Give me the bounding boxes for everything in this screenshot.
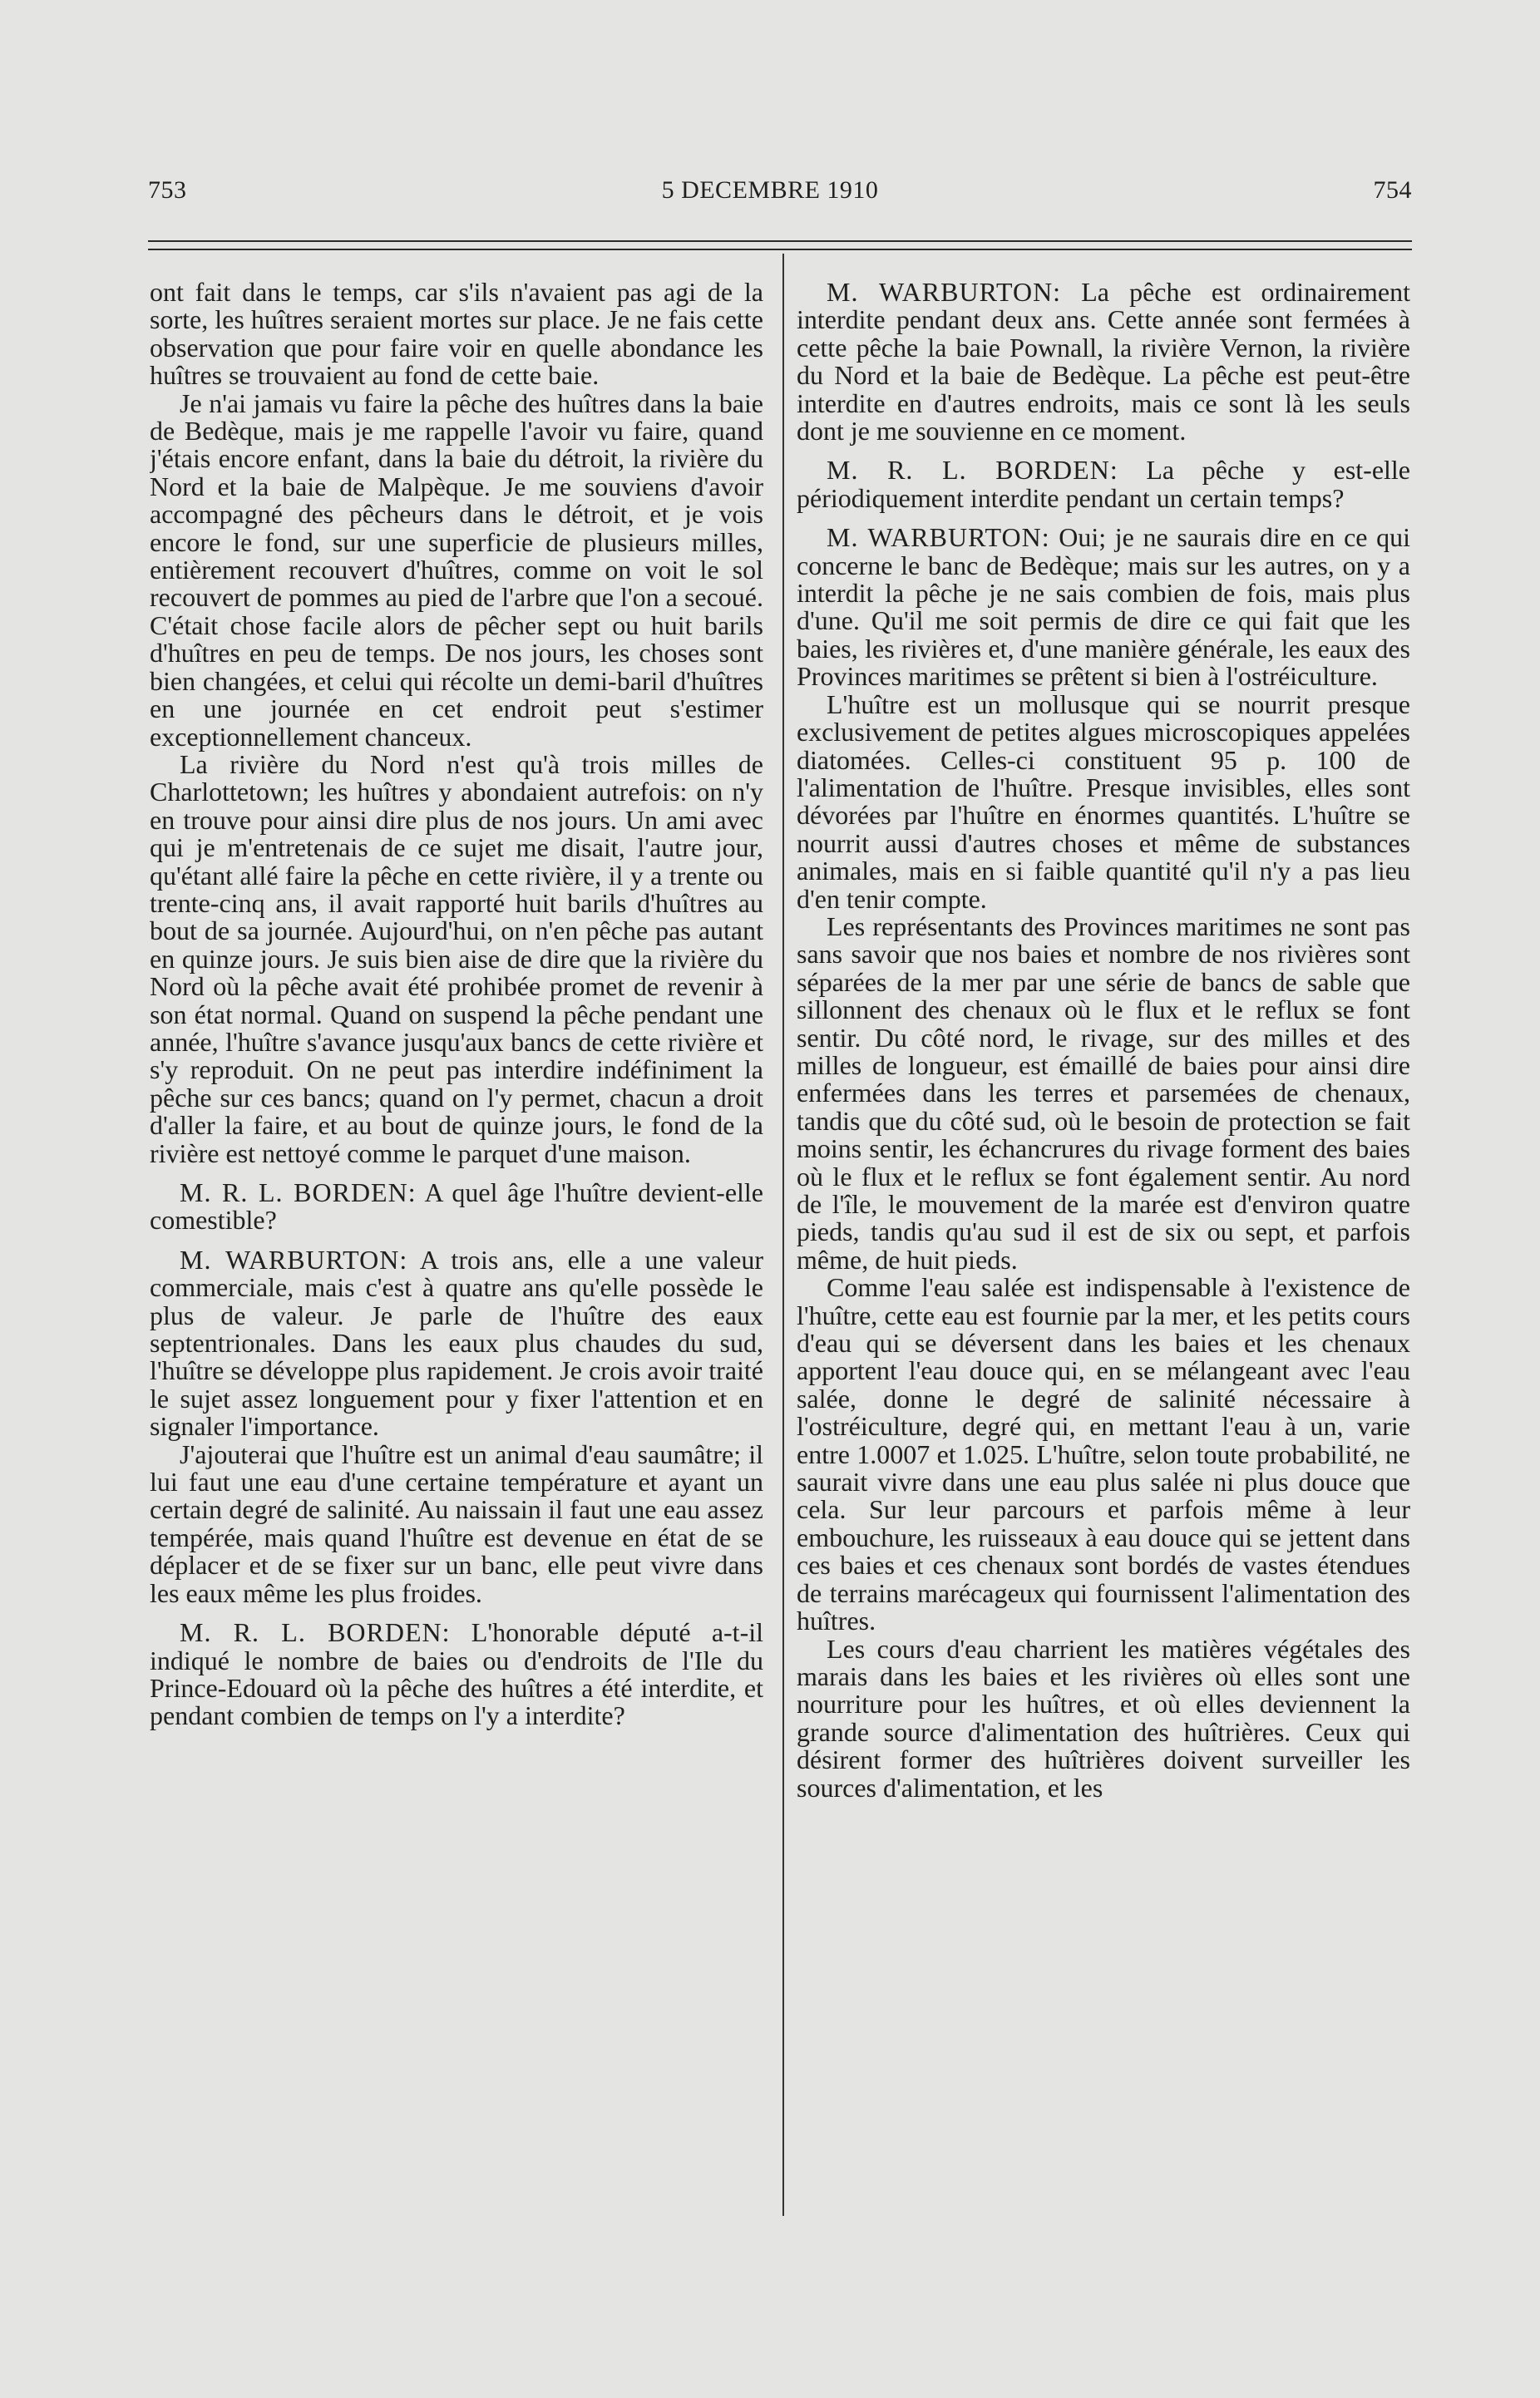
paragraph-text: L'honorable député a-t-il indiqué le nombre de baies ou d'endroits de l'Ile du Prince-Edouard où la pêche des huîtres a été interdite, et pendant combien de temps on l'y a interdite?	[150, 1617, 763, 1731]
page-date: 5 DECEMBRE 1910	[661, 176, 879, 204]
speaker-name: M. WARBURTON:	[180, 1244, 408, 1275]
paragraph-text: Les cours d'eau charrient les matières végétales des marais dans les baies et les rivières où elles sont une nourriture pour les huîtres, et où elles deviennent la grande source d'alimentation des huîtrières. Ceux qui désirent former des huîtrières doivent surveiller les sources d'alimentation, et les	[797, 1633, 1410, 1803]
paragraph-text: Les représentants des Provinces maritimes ne sont pas sans savoir que nos baies et nombre de nos rivières sont séparées de la mer par une série de bancs de sable que sillonnent des chenaux où le flux et le reflux se font sentir. Du côté nord, le rivage, sur des milles et des milles de longueur, est émaillé de baies pour ainsi dire enfermées dans les terres et parsemées de chenaux, tandis que du côté sud, où le besoin de protection se fait moins sentir, les échancrures du rivage forment des baies où le flux et le reflux se font également sentir. Au nord de l'île, le mouvement de la marée est d'environ quatre pieds, tandis qu'au sud il est de six ou sept, et parfois même, de huit pieds.	[797, 910, 1410, 1275]
paragraph-text: Oui; je ne saurais dire en ce qui concerne le banc de Bedèque; mais sur les autres, on y a interdit la pêche je ne sais combien de fois, mais plus d'une. Qu'il me soit permis de dire ce qui fait que les baies, les rivières et, d'une manière générale, les eaux des Provinces maritimes se prêtent si bien à l'ostréiculture.	[797, 522, 1410, 692]
paragraph-text: Je n'ai jamais vu faire la pêche des huîtres dans la baie de Bedèque, mais je me rappelle l'avoir vu faire, quand j'étais encore enfant, dans la baie du détroit, la rivière du Nord et la baie de Malpèque. Je me souviens d'avoir accompagné des pêcheurs dans le détroit, et je vois encore le fond, sur une superficie de plusieurs milles, entièrement recouvert d'huîtres, comme on voit le sol recouvert de pommes au pied de l'arbre que l'on a secoué. C'était chose facile alors de pêcher sept ou huit barils d'huîtres en peu de temps. De nos jours, les choses sont bien changées, et celui qui récolte un demi-baril d'huîtres en une journée en cet endroit peut s'estimer exceptionnellement chanceux.	[150, 387, 763, 752]
speaker-name: M. WARBURTON:	[827, 522, 1050, 553]
right-column	[797, 279, 1410, 2224]
speaker-name: M. WARBURTON:	[827, 279, 1062, 307]
paragraph	[150, 279, 763, 390]
header-rule-bottom	[148, 249, 1412, 250]
paragraph-text: A quel âge l'huître devient-elle comestible?	[150, 1177, 763, 1236]
paragraph-text: A trois ans, elle a une valeur commerciale, mais c'est à quatre ans qu'elle possède le plus de valeur. Je parle de l'huître des eaux septentrionales. Dans les eaux plus chaudes du sud, l'huître se développe plus rapidement. Je crois avoir traité le sujet assez longuement pour y fixer l'attention et en signaler l'importance.	[150, 1244, 763, 1442]
paragraph	[150, 387, 763, 752]
column-divider	[782, 254, 784, 2216]
paragraph-text: La pêche y est-elle périodiquement interdite pendant un certain temps?	[797, 455, 1410, 513]
paragraph	[797, 688, 1410, 914]
paragraph-text: La pêche est ordinairement interdite pendant deux ans. Cette année sont fermées à cette pêche la baie Pownall, la rivière Vernon, la rivière du Nord et la baie de Bedèque. La pêche est peut-être interdite en d'autres endroits, mais ce sont là les seuls dont je me souvienne en ce moment.	[797, 279, 1410, 447]
left-column	[150, 279, 763, 2224]
page-number-right: 754	[1373, 176, 1412, 204]
speaker-name: M. R. L. BORDEN:	[827, 455, 1118, 486]
speaker-name: M. R. L. BORDEN:	[180, 1177, 417, 1207]
paragraph-text: ont fait dans le temps, car s'ils n'avaient pas agi de la sorte, les huîtres seraient mortes sur place. Je ne fais cette observation que pour faire voir en quelle abondance les huîtres se trouvaient au fond de cette baie.	[150, 279, 763, 391]
paragraph-text: J'ajouterai que l'huître est un animal d'eau saumâtre; il lui faut une eau d'une certaine température et ayant un certain degré de salinité. Au naissain il faut une eau assez tempérée, mais quand l'huître est devenue en état de se déplacer et de se fixer sur un banc, elle peut vivre dans les eaux même les plus froides.	[150, 1438, 763, 1608]
speaker-name: M. R. L. BORDEN:	[180, 1617, 451, 1648]
paragraph-text: La rivière du Nord n'est qu'à trois milles de Charlottetown; les huîtres y abondaient autrefois: on n'y en trouve pour ainsi dire plus de nos jours. Un ami avec qui je m'entretenais de ce sujet me disait, l'autre jour, qu'étant allé faire la pêche en cette rivière, il y a trente ou trente-cinq ans, il avait rapporté huit barils d'huîtres au bout de sa journée. Aujourd'hui, on n'en pêche pas autant en quinze jours. Je suis bien aise de dire que la rivière du Nord où la pêche avait été prohibée promet de revenir à son état normal. Quand on suspend la pêche pendant une année, l'huître s'avance jusqu'aux bancs de cette rivière et s'y reproduit. On ne peut pas interdire indéfiniment la pêche sur ces bancs; quand on l'y permet, chacun a droit d'aller la faire, et au bout de quinze jours, le fond de la rivière est nettoyé comme le parquet d'une maison.	[150, 748, 763, 1168]
paragraph	[797, 910, 1410, 1275]
paragraph	[150, 1438, 763, 1608]
paragraph	[150, 1246, 763, 1441]
paragraph	[150, 748, 763, 1168]
paragraph	[797, 1274, 1410, 1635]
page-number-left: 753	[148, 176, 187, 204]
paragraph	[797, 524, 1410, 690]
paragraph-text: Comme l'eau salée est indispensable à l'existence de l'huître, cette eau est fournie par la mer, et les petits cours d'eau qui se déversent dans les baies et les chenaux apportent l'eau douce qui, en se mélangeant avec l'eau salée, donne le degré de salinité nécessaire à l'ostréiculture, degré qui, en mettant l'eau à un, varie entre 1.0007 et 1.025. L'huître, selon toute probabilité, ne saurait vivre dans une eau plus salée ni plus douce que cela. Sur leur parcours et parfois même à leur embouchure, les ruisseaux à eau douce qui se jettent dans ces baies et ces chenaux sont bordés de vastes étendues de terrains marécageux qui fournissent l'alimentation des huîtres.	[797, 1272, 1410, 1636]
paragraph-text: L'huître est un mollusque qui se nourrit presque exclusivement de petites algues microscopiques appelées diatomées. Celles-ci constituent 95 p. 100 de l'alimentation de l'huître. Presque invisibles, elles sont dévorées par l'huître en énormes quantités. L'huître se nourrit aussi d'autres choses et même de substances animales, mais en si faible quantité qu'il n'y a pas lieu d'en tenir compte.	[797, 688, 1410, 914]
header-rule-top	[148, 240, 1412, 242]
paragraph	[797, 456, 1410, 512]
paragraph	[150, 1619, 763, 1730]
paragraph	[150, 1179, 763, 1235]
paragraph	[797, 279, 1410, 445]
paragraph	[797, 1633, 1410, 1803]
